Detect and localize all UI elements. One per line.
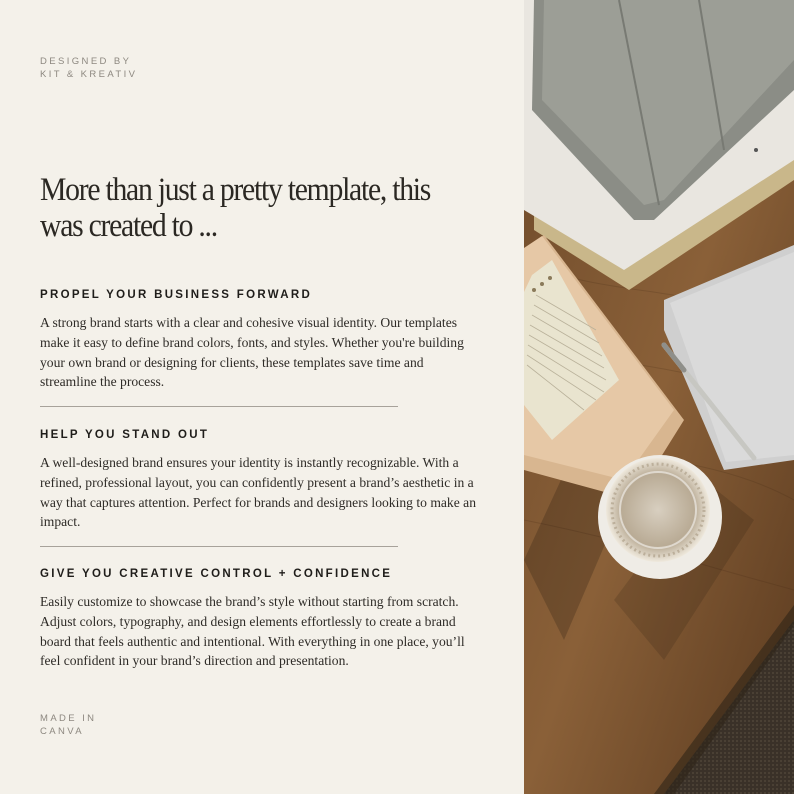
- desk-photo: [524, 0, 794, 794]
- section-body: A strong brand starts with a clear and cohesive visual identity. Our templates make it easy to define brand colors, fonts, and styles. Whether you're building your own brand or designing for clients, these templates save time and streamline the process.: [40, 315, 464, 390]
- divider: [40, 406, 398, 407]
- section-creative-control: [40, 568, 480, 671]
- headline: More than just a pretty template, this was created to ...: [40, 172, 431, 244]
- section-propel: [40, 289, 480, 392]
- desk-photo-illustration: [524, 0, 794, 794]
- glass-icon: [606, 458, 710, 562]
- section-body: Easily customize to showcase the brand’s style without starting from scratch. Adjust colors, typography, and design elements effortlessly to create a brand board that feels authentic and intentional. With everything in one place, you’ll feel confident in your brand’s direction and presentation.: [40, 594, 465, 669]
- divider: [40, 546, 398, 547]
- section-heading: PROPEL YOUR BUSINESS FORWARD: [40, 289, 313, 301]
- made-in-credit: MADE IN CANVA: [40, 713, 97, 737]
- section-heading: HELP YOU STAND OUT: [40, 429, 210, 441]
- section-heading: GIVE YOU CREATIVE CONTROL + CONFIDENCE: [40, 568, 393, 580]
- designed-by-credit: DESIGNED BY KIT & KREATIV: [40, 56, 138, 80]
- section-body: A well-designed brand ensures your identity is instantly recognizable. With a refined, professional layout, you can confidently present a brand’s aesthetic in a way that captures attention. Perfect for brands and designers looking to make an impact.: [40, 455, 476, 530]
- section-stand-out: [40, 429, 480, 532]
